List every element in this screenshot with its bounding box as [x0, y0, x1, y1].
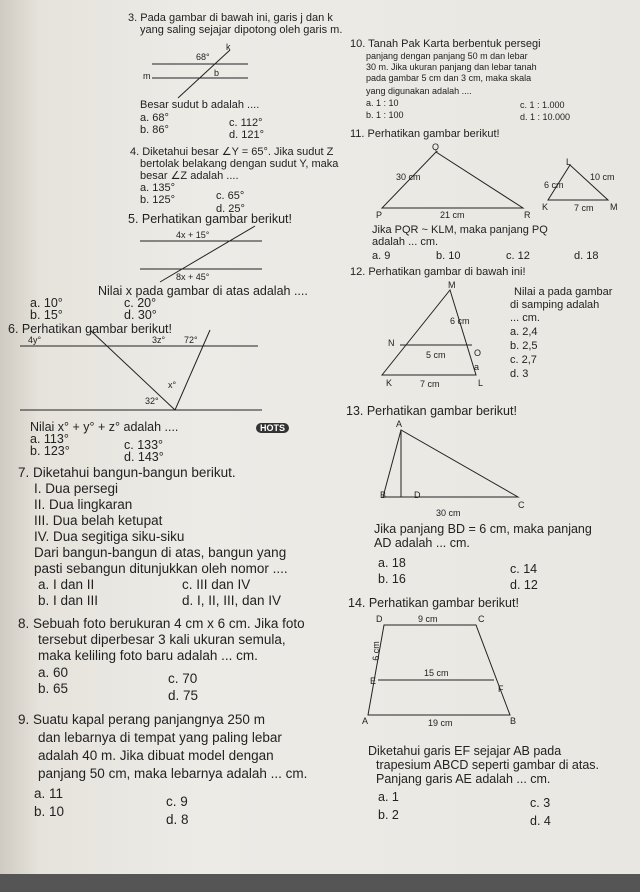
q3-label-k: k [226, 42, 231, 52]
q5-question: Nilai x pada gambar di atas adalah .... [98, 284, 308, 298]
q11-label-10cm: 10 cm [590, 172, 615, 182]
q7-option-d[interactable]: d. I, II, III, dan IV [182, 593, 282, 608]
q6-label-x: x° [168, 380, 177, 390]
q6-stem: 6. Perhatikan gambar berikut! [8, 322, 172, 336]
q11-label-K: K [542, 202, 549, 212]
q7-item-ii: II. Dua lingkaran [34, 497, 133, 512]
q12-question-3: ... cm. [510, 312, 540, 324]
q12-option-c[interactable]: c. 2,7 [510, 354, 537, 366]
q7-option-c[interactable]: c. III dan IV [182, 577, 251, 592]
q7-option-a[interactable]: a. I dan II [38, 577, 95, 592]
q12-label-N: N [388, 338, 395, 348]
q6-question: Nilai x° + y° + z° adalah .... [30, 420, 179, 434]
q10-option-a[interactable]: a. 1 : 10 [366, 98, 399, 108]
q9-stem-3: adalah 40 m. Jika dibuat model dengan [38, 748, 274, 763]
q9-option-a[interactable]: a. 11 [34, 786, 64, 801]
q11-option-a[interactable]: a. 9 [372, 250, 391, 262]
q14-question-3: Panjang garis AE adalah ... cm. [376, 772, 551, 786]
q12-option-d[interactable]: d. 3 [510, 368, 529, 380]
q3-stem: 3. Pada gambar di bawah ini, garis j dan k [128, 12, 333, 24]
q4-stem-2: bertolak belakang dengan sudut Y, maka [140, 158, 339, 170]
q3-option-d[interactable]: d. 121° [229, 129, 264, 141]
q13-label-A: A [396, 419, 403, 429]
q13-option-d[interactable]: d. 12 [510, 578, 538, 592]
q12-label-5cm: 5 cm [426, 350, 446, 360]
q14-label-B: B [510, 716, 517, 726]
q14-option-b[interactable]: b. 2 [378, 808, 399, 822]
q7-stem: 7. Diketahui bangun-bangun berikut. [18, 465, 236, 480]
q10-stem-5: yang digunakan adalah .... [366, 86, 472, 96]
q13-question: Jika panjang BD = 6 cm, maka panjang [374, 522, 592, 536]
q8-option-a[interactable]: a. 60 [38, 665, 69, 680]
q10-stem-4: pada gambar 5 cm dan 3 cm, maka skala [366, 73, 532, 83]
q5-option-a[interactable]: a. 10° [30, 296, 63, 310]
q4-option-a[interactable]: a. 135° [140, 182, 175, 194]
q14-question: Diketahui garis EF sejajar AB pada [368, 744, 562, 758]
q14-label-15cm: 15 cm [424, 668, 449, 678]
q11-label-L: L [566, 157, 572, 167]
q10-option-c[interactable]: c. 1 : 1.000 [520, 100, 565, 110]
q9-stem-4: panjang 50 cm, maka lebarnya adalah ... cm. [38, 766, 308, 781]
q14-label-6cm: 6 cm [370, 641, 381, 661]
q9-option-c[interactable]: c. 9 [166, 794, 188, 809]
q14-label-F: F [498, 684, 504, 694]
q12-label-O: O [474, 348, 482, 358]
q14-option-d[interactable]: d. 4 [530, 814, 551, 828]
q7-question-2: pasti sebangun ditunjukkan oleh nomor .... [34, 561, 288, 576]
q14-label-C: C [478, 614, 485, 624]
q11-option-b[interactable]: b. 10 [436, 250, 461, 262]
q5-option-b[interactable]: b. 15° [30, 308, 63, 322]
q13-option-b[interactable]: b. 16 [378, 572, 406, 586]
q12-label-K: K [386, 378, 393, 388]
q3-label-m: m [143, 71, 151, 81]
q11-question: Jika PQR ~ KLM, maka panjang PQ [372, 224, 548, 236]
q10-stem-2: panjang dengan panjang 50 m dan lebar [366, 51, 528, 61]
q11-label-30cm: 30 cm [396, 172, 421, 182]
q11-option-d[interactable]: d. 18 [574, 250, 599, 262]
q11-label-6cm: 6 cm [544, 180, 564, 190]
q12-option-a[interactable]: a. 2,4 [510, 326, 538, 338]
q14-option-a[interactable]: a. 1 [378, 790, 399, 804]
q14-label-19cm: 19 cm [428, 718, 453, 728]
q5-top-label: 4x + 15° [176, 230, 210, 240]
q10-option-b[interactable]: b. 1 : 100 [366, 110, 404, 120]
q14-question-2: trapesium ABCD seperti gambar di atas. [376, 758, 600, 772]
q7-item-iv: IV. Dua segitiga siku-siku [34, 529, 185, 544]
q12-question-2: di samping adalah [510, 299, 600, 311]
q6-option-d[interactable]: d. 143° [124, 450, 164, 464]
q3-option-c[interactable]: c. 112° [229, 117, 263, 129]
bottom-band [0, 874, 640, 892]
q13-label-30cm: 30 cm [436, 508, 461, 518]
q14-stem: 14. Perhatikan gambar berikut! [348, 596, 519, 610]
q10-stem-3: 30 m. Jika ukuran panjang dan lebar tanah [366, 62, 537, 72]
q5-option-d[interactable]: d. 30° [124, 308, 157, 322]
q12-figure [382, 290, 476, 375]
q12-label-L: L [478, 378, 484, 388]
q9-stem: 9. Suatu kapal perang panjangnya 250 m [18, 712, 265, 727]
q12-label-7cm: 7 cm [420, 379, 440, 389]
q14-option-c[interactable]: c. 3 [530, 796, 551, 810]
q12-stem: 12. Perhatikan gambar di bawah ini! [350, 266, 526, 278]
q12-label-6cm: 6 cm [450, 316, 470, 326]
q6-option-c[interactable]: c. 133° [124, 438, 164, 452]
q8-stem-2: tersebut diperbesar 3 kali ukuran semula, [38, 632, 286, 647]
q6-hots-badge: HOTS [256, 422, 289, 434]
q6-label-32: 32° [145, 396, 159, 406]
q6-label-72: 72° [184, 335, 198, 345]
q13-label-B: B [380, 490, 387, 500]
q5-stem: 5. Perhatikan gambar berikut! [128, 212, 292, 226]
q4-option-c[interactable]: c. 65° [216, 190, 245, 202]
q13-question-2: AD adalah ... cm. [374, 536, 470, 550]
q7-option-b[interactable]: b. I dan III [38, 593, 99, 608]
q10-option-d[interactable]: d. 1 : 10.000 [520, 112, 571, 122]
q5-option-c[interactable]: c. 20° [124, 296, 157, 310]
q11-label-21cm: 21 cm [440, 210, 465, 220]
q14-label-D: D [376, 614, 383, 624]
q8-option-b[interactable]: b. 65 [38, 681, 69, 696]
q8-option-c[interactable]: c. 70 [168, 671, 198, 686]
q11-label-R: R [524, 210, 531, 220]
q13-figure [383, 430, 518, 497]
q4-stem-3: besar ∠Z adalah .... [140, 170, 239, 182]
q3-angle: 68° [196, 52, 210, 62]
q6-option-b[interactable]: b. 123° [30, 444, 70, 458]
q14-label-9cm: 9 cm [418, 614, 438, 624]
q11-label-M: M [610, 202, 618, 212]
q5-bottom-label: 8x + 45° [176, 272, 210, 282]
q4-option-b[interactable]: b. 125° [140, 194, 175, 206]
q9-stem-2: dan lebarnya di tempat yang paling lebar [38, 730, 282, 745]
q13-option-c[interactable]: c. 14 [510, 562, 538, 576]
q13-option-a[interactable]: a. 18 [378, 556, 406, 570]
q7-item-iii: III. Dua belah ketupat [34, 513, 163, 528]
q11-stem: 11. Perhatikan gambar berikut! [350, 128, 500, 140]
q8-stem: 8. Sebuah foto berukuran 4 cm x 6 cm. Jika foto [18, 616, 305, 631]
q12-label-M: M [448, 280, 456, 290]
q3-label-b: b [214, 68, 220, 78]
q10-stem: 10. Tanah Pak Karta berbentuk persegi [350, 38, 541, 50]
q11-label-7cm: 7 cm [574, 203, 594, 213]
q3-option-b[interactable]: b. 86° [140, 124, 169, 136]
q3-stem-2: yang saling sejajar dipotong oleh garis m. [140, 24, 343, 36]
q12-label-a: a [474, 362, 480, 372]
q7-question: Dari bangun-bangun di atas, bangun yang [34, 545, 287, 560]
q11-option-c[interactable]: c. 12 [506, 250, 530, 262]
q6-option-a[interactable]: a. 113° [30, 432, 69, 446]
q6-figure [20, 330, 262, 410]
q4-stem: 4. Diketahui besar ∠Y = 65°. Jika sudut Z [130, 146, 334, 158]
q12-question: Nilai a pada gambar [514, 286, 613, 298]
q3-question: Besar sudut b adalah .... [140, 99, 260, 111]
q13-stem: 13. Perhatikan gambar berikut! [346, 404, 517, 418]
q13-label-C: C [518, 500, 525, 510]
q9-option-b[interactable]: b. 10 [34, 804, 65, 819]
q8-stem-3: maka keliling foto baru adalah ... cm. [38, 648, 258, 663]
q13-label-D: D [414, 490, 421, 500]
q11-label-P: P [376, 210, 383, 220]
q12-option-b[interactable]: b. 2,5 [510, 340, 538, 352]
q4-option-d[interactable]: d. 25° [216, 203, 245, 215]
q9-option-d[interactable]: d. 8 [166, 812, 189, 827]
q6-label-3z: 3z° [152, 335, 166, 345]
q11-label-Q: Q [432, 142, 440, 152]
q3-option-a[interactable]: a. 68° [140, 112, 169, 124]
q11-question-2: adalah ... cm. [372, 236, 439, 248]
q14-label-A: A [362, 716, 369, 726]
q7-item-i: I. Dua persegi [34, 481, 119, 496]
q6-label-4y: 4y° [28, 335, 42, 345]
q8-option-d[interactable]: d. 75 [168, 688, 199, 703]
q14-label-E: E [370, 676, 377, 686]
